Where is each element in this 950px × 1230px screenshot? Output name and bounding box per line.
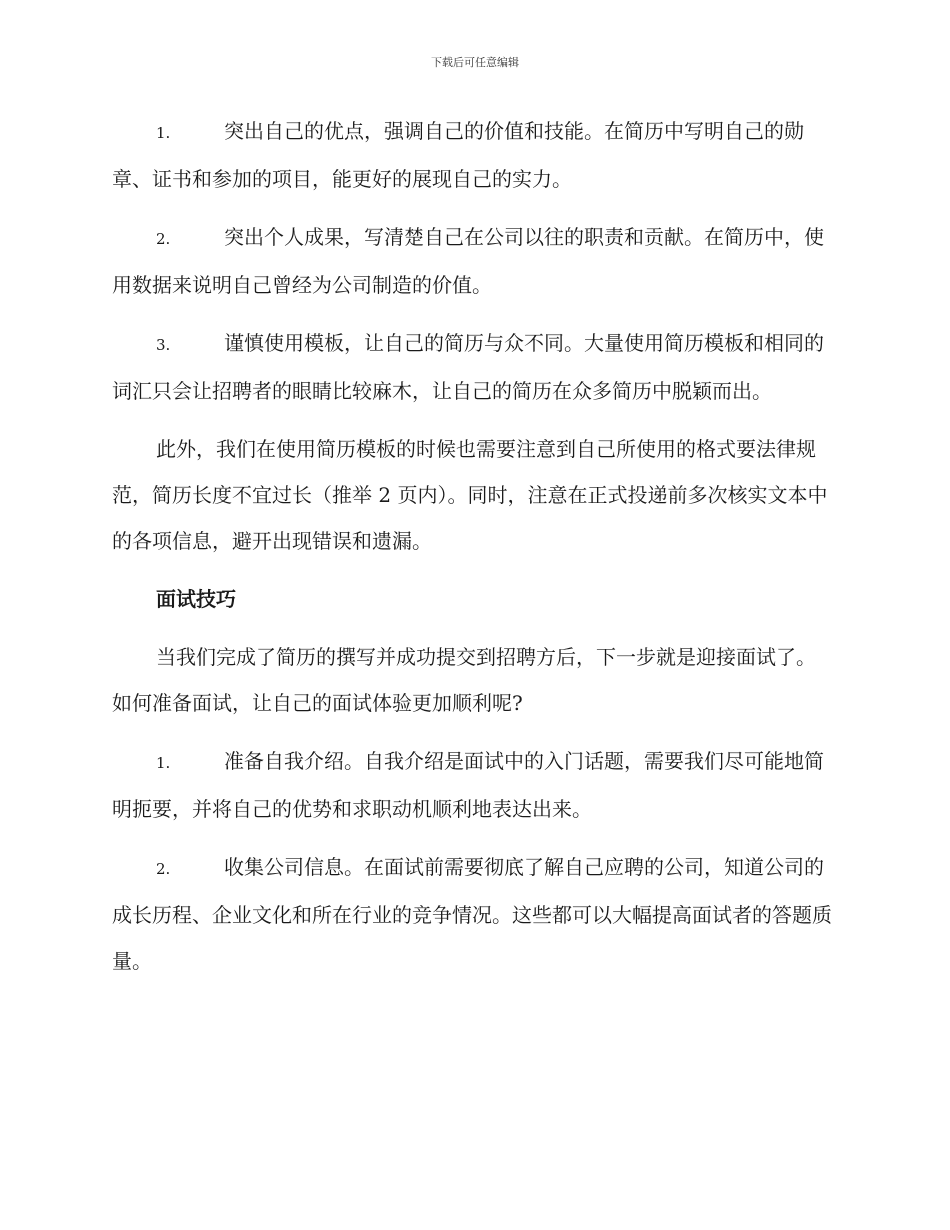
list-text: 准备自我介绍。自我介绍是面试中的入门话题，需要我们尽可能地简明扼要，并将自己的优势和求职动机顺利地表达出来。 (112, 749, 824, 821)
section-title: 面试技巧 (156, 587, 236, 611)
list-number: 3. (156, 336, 171, 354)
page-header: 下载后可任意编辑 (431, 56, 519, 69)
list-number: 1. (156, 754, 171, 772)
list-item (112, 738, 834, 832)
document-body (112, 108, 834, 996)
list-item (112, 320, 834, 414)
list-item (112, 108, 834, 202)
list-number: 1. (156, 124, 171, 142)
list-item (112, 214, 834, 308)
note-paragraph: 此外，我们在使用简历模板的时候也需要注意到自己所使用的格式要法律规范，简历长度不宜过长（推举 2 页内）。同时，注意在正式投递前多次核实文本中的各项信息，避开出现错误和遗漏。 (112, 437, 828, 553)
list-number: 2. (156, 860, 171, 878)
list-text: 收集公司信息。在面试前需要彻底了解自己应聘的公司，知道公司的成长历程、企业文化和所在行业的竞争情况。这些都可以大幅提高面试者的答题质量。 (112, 855, 832, 973)
list-text: 突出个人成果，写清楚自己在公司以往的职责和贡献。在简历中，使用数据来说明自己曾经为公司制造的价值。 (112, 225, 824, 297)
intro-paragraph: 当我们完成了简历的撰写并成功提交到招聘方后，下一步就是迎接面试了。如何准备面试，让自己的面试体验更加顺利呢? (112, 645, 816, 715)
list-number: 2. (156, 230, 171, 248)
list-text: 谨慎使用模板，让自己的简历与众不同。大量使用简历模板和相同的词汇只会让招聘者的眼睛比较麻木，让自己的简历在众多简历中脱颖而出。 (112, 331, 824, 403)
list-item (112, 844, 834, 984)
list-text: 突出自己的优点，强调自己的价值和技能。在简历中写明自己的勋章、证书和参加的项目，能更好的展现自己的实力。 (112, 119, 804, 191)
